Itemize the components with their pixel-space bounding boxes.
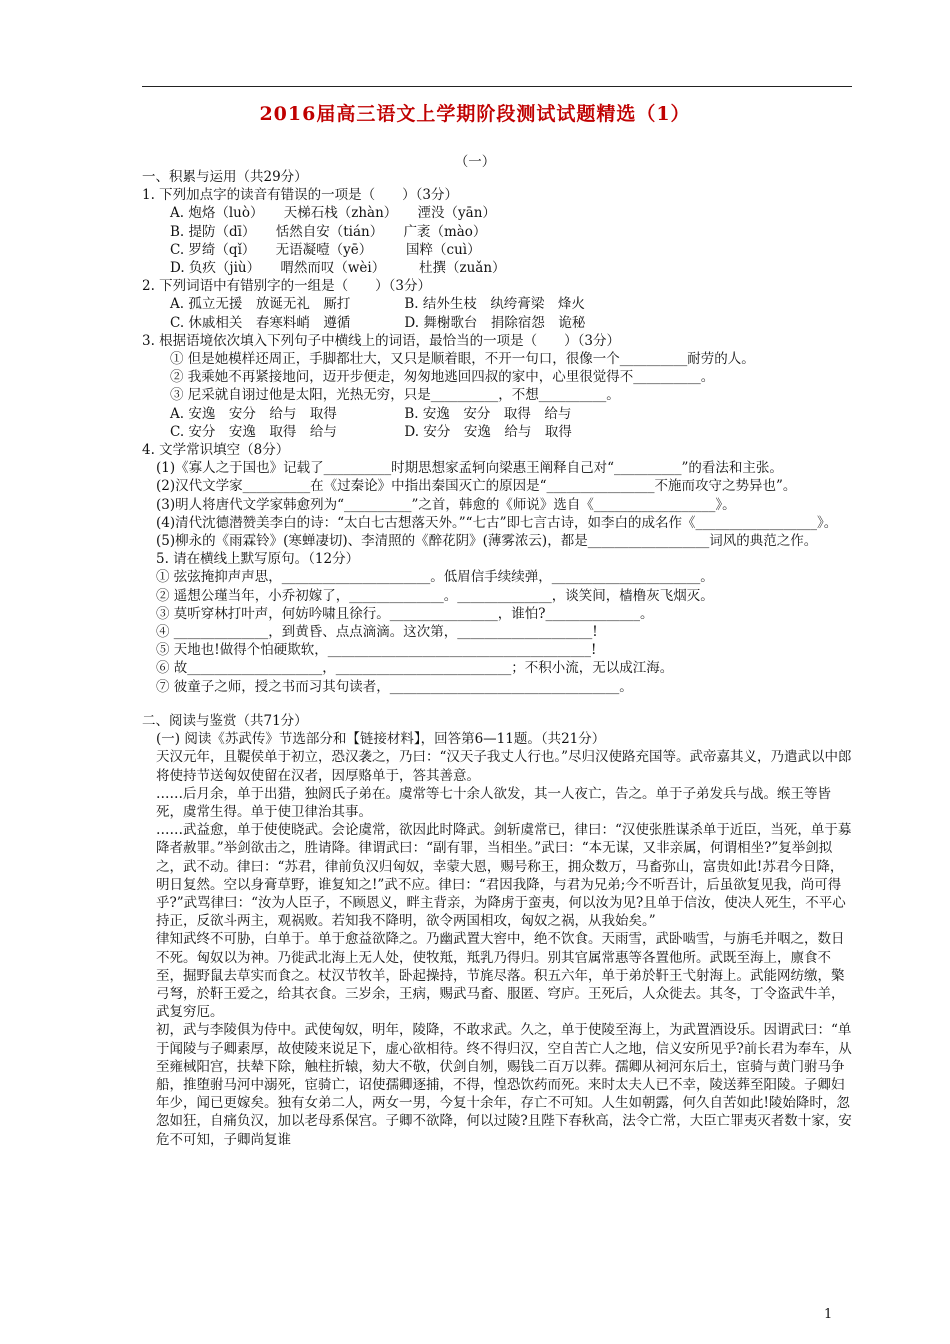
text-line: 律知武终不可胁，白单于。单于愈益欲降之。乃幽武置大窖中，绝不饮食。天雨雪，武卧啮雪，与旃毛并咽之，数日不死。匈奴以为神。乃徙武北海上无人处，使牧羝，羝乳乃得归。别其官属常惠等各置他所。武既至海上，廪食不至，掘野鼠去草实而食之。杖汉节牧羊，卧起操持，节旄尽落。积五六年，单于弟於靬王弋射海上。武能网纺缴，檠弓弩，於靬王爱之，给其衣食。三岁余，王病，赐武马畜、服匿、穹庐。王死后，人众徙去。其冬，丁令盗武牛羊，武复穷厄。	[156, 931, 845, 1021]
text-line: D. 负疚（jiù） 喟然而叹（wèi） 杜撰（zuǎn）	[170, 260, 506, 277]
text-line: (3)明人将唐代文学家韩愈列为“__________”之首，韩愈的《师说》选自《__________________》。	[156, 496, 736, 513]
text-line: A. 孤立无援 放诞无礼 厮打 B. 结外生枝 纨绔膏梁 烽火	[170, 296, 585, 313]
text-line: ① 弦弦掩抑声声思，______________________。低眉信手续续弹，______________________。	[156, 569, 714, 586]
text-line: ③ 尼采就自诩过他是太阳，光热无穷，只是__________，不想__________。	[170, 387, 620, 404]
document-body	[142, 168, 854, 1149]
text-line: 一、积累与运用（共29分）	[142, 169, 308, 185]
text-line: 天汉元年，且鞮侯单于初立，恐汉袭之，乃曰：“汉天子我丈人行也。”尽归汉使路充国等。武帝嘉其义，乃遣武以中郎将使持节送匈奴使留在汉者，因厚赂单于，答其善意。	[156, 749, 852, 784]
text-line: B. 提防（dī） 恬然自安（tián） 广袤（mào）	[170, 223, 487, 240]
text-line: ④ ______________，到黄昏、点点滴滴。这次第，____________________!	[156, 624, 598, 641]
text-line: ② 我乘她不再紧接地问，迈开步便走，匆匆地逃回四叔的家中，心里很觉得不__________。	[170, 369, 715, 386]
section-subtitle: （一）	[454, 154, 496, 170]
text-line: ……武益愈，单于使使晓武。会论虞常，欲因此时降武。剑斩虞常已，律曰：“汉使张胜谋杀单于近臣，当死，单于募降者赦罪。”举剑欲击之，胜请降。律谓武曰：“副有罪，当相坐。”武曰：“本无谋，又非亲属，何谓相坐?”复举剑拟之，武不动。律曰：“苏君，律前负汉归匈奴，幸蒙大恩，赐号称王，拥众数万，马畜弥山，富贵如此!苏君今日降，明日复然。空以身膏草野，谁复知之!”武不应。律曰：“君因我降，与君为兄弟;今不听吾计，后虽欲复见我，尚可得乎?”武骂律曰：“汝为人臣子，不顾恩义，畔主背亲，为降虏于蛮夷，何以汝为见?且单于信汝，使决人死生，不平心持正，反欲斗两主，观祸败。若知我不降明，欲令两国相攻，匈奴之祸，从我始矣。”	[156, 822, 852, 930]
text-line: 初，武与李陵俱为侍中。武使匈奴，明年，陵降，不敢求武。久之，单于使陵至海上，为武置酒设乐。因谓武曰：“单于闻陵与子卿素厚，故使陵来说足下，虚心欲相待。终不得归汉，空自苦亡人之地，信义安所见乎?前长君为奉车，从至雍棫阳宫，扶辇下除，触柱折辕，劾大不敬，伏剑自刎，赐钱二百万以葬。孺卿从祠河东后土，宦骑与黄门驸马争船，推堕驸马河中溺死，宦骑亡，诏使孺卿逐捕，不得，惶恐饮药而死。来时太夫人已不幸，陵送葬至阳陵。子卿妇年少，闻已更嫁矣。独有女弟二人，两女一男，今复十余年，存亡不可知。人生如朝露，何久自苦如此!陵始降时，忽忽如狂，自痛负汉，加以老母系保宫。子卿不欲降，何以过陵?且陛下春秋高，法令亡常，大臣亡罪夷灭者数十家，安危不可知，子卿尚复谁	[156, 1022, 852, 1148]
text-line: A. 安逸 安分 给与 取得 B. 安逸 安分 取得 给与	[170, 405, 572, 422]
text-line: ⑦ 彼童子之师，授之书而习其句读者，__________________________________。	[156, 678, 633, 695]
page-title: 2016届高三语文上学期阶段测试试题精选（1）	[259, 103, 691, 125]
text-line: ③ 莫听穿林打叶声，何妨吟啸且徐行。________________，谁怕?______________。	[156, 605, 654, 622]
text-line: ② 遥想公瑾当年，小乔初嫁了，______________。______________，谈笑间，樯橹灰飞烟灭。	[156, 587, 714, 604]
text-line: 二、阅读与鉴赏（共71分）	[142, 712, 308, 729]
text-line: ⑤ 天地也!做得个怕硬欺软，_______________________________________!	[156, 642, 597, 659]
text-line	[142, 696, 854, 712]
text-line: (5)柳永的《雨霖铃》(寒蝉凄切)、李清照的《醉花阴》(薄雾浓云)，都是__________________词风的典范之作。	[156, 533, 818, 550]
text-line: C. 罗绮（qǐ） 无语凝噎（yē） 国粹（cuì）	[170, 241, 481, 258]
text-line: (1)《寡人之于国也》记载了__________时期思想家孟轲向梁惠王阐释自己对“__________”的看法和主张。	[156, 460, 783, 477]
text-line: C. 休戚相关 春寒料峭 遵循 D. 舞榭歌台 捐除宿怨 诡秘	[170, 314, 586, 331]
text-line: 4. 文学常识填空（8分）	[142, 442, 290, 459]
text-line: (2)汉代文学家__________在《过秦论》中指出秦国灭亡的原因是“________________不施而攻守之势异也”。	[156, 478, 797, 495]
text-line: C. 安分 安逸 取得 给与 D. 安分 安逸 给与 取得	[170, 423, 572, 440]
text-line: 5. 请在横线上默写原句。（12分）	[156, 551, 360, 568]
text-line: ① 但是她模样还周正，手脚都壮大，又只是顺着眼，不开一句口，很像一个__________耐劳的人。	[170, 351, 755, 368]
text-line: ……后月余，单于出猎，独阏氏子弟在。虞常等七十余人欲发，其一人夜亡，告之。单于子弟发兵与战。缑王等皆死，虞常生得。单于使卫律治其事。	[156, 785, 831, 820]
header-rule	[142, 86, 852, 87]
text-line: (4)清代沈德潜赞美李白的诗：“太白七古想落天外。”“七古”即七言古诗，如李白的成名作《__________________》。	[156, 514, 838, 531]
text-line: (一) 阅读《苏武传》节选部分和【链接材料】，回答第6—11题。（共21分）	[156, 731, 606, 748]
text-line: ⑥ 故____________________，__________________________；不积小流，无以成江海。	[156, 660, 674, 677]
text-line: 3. 根据语境依次填入下列句子中横线上的词语，最恰当的一项是（ ）（3分）	[142, 332, 621, 349]
text-line: A. 炮烙（luò） 天梯石栈（zhàn） 湮没（yān）	[170, 205, 496, 222]
text-line: 2. 下列词语中有错别字的一组是（ ）（3分）	[142, 278, 432, 295]
text-line: 1. 下列加点字的读音有错误的一项是（ ）（3分）	[142, 187, 459, 204]
page-number: 1	[824, 1307, 833, 1322]
